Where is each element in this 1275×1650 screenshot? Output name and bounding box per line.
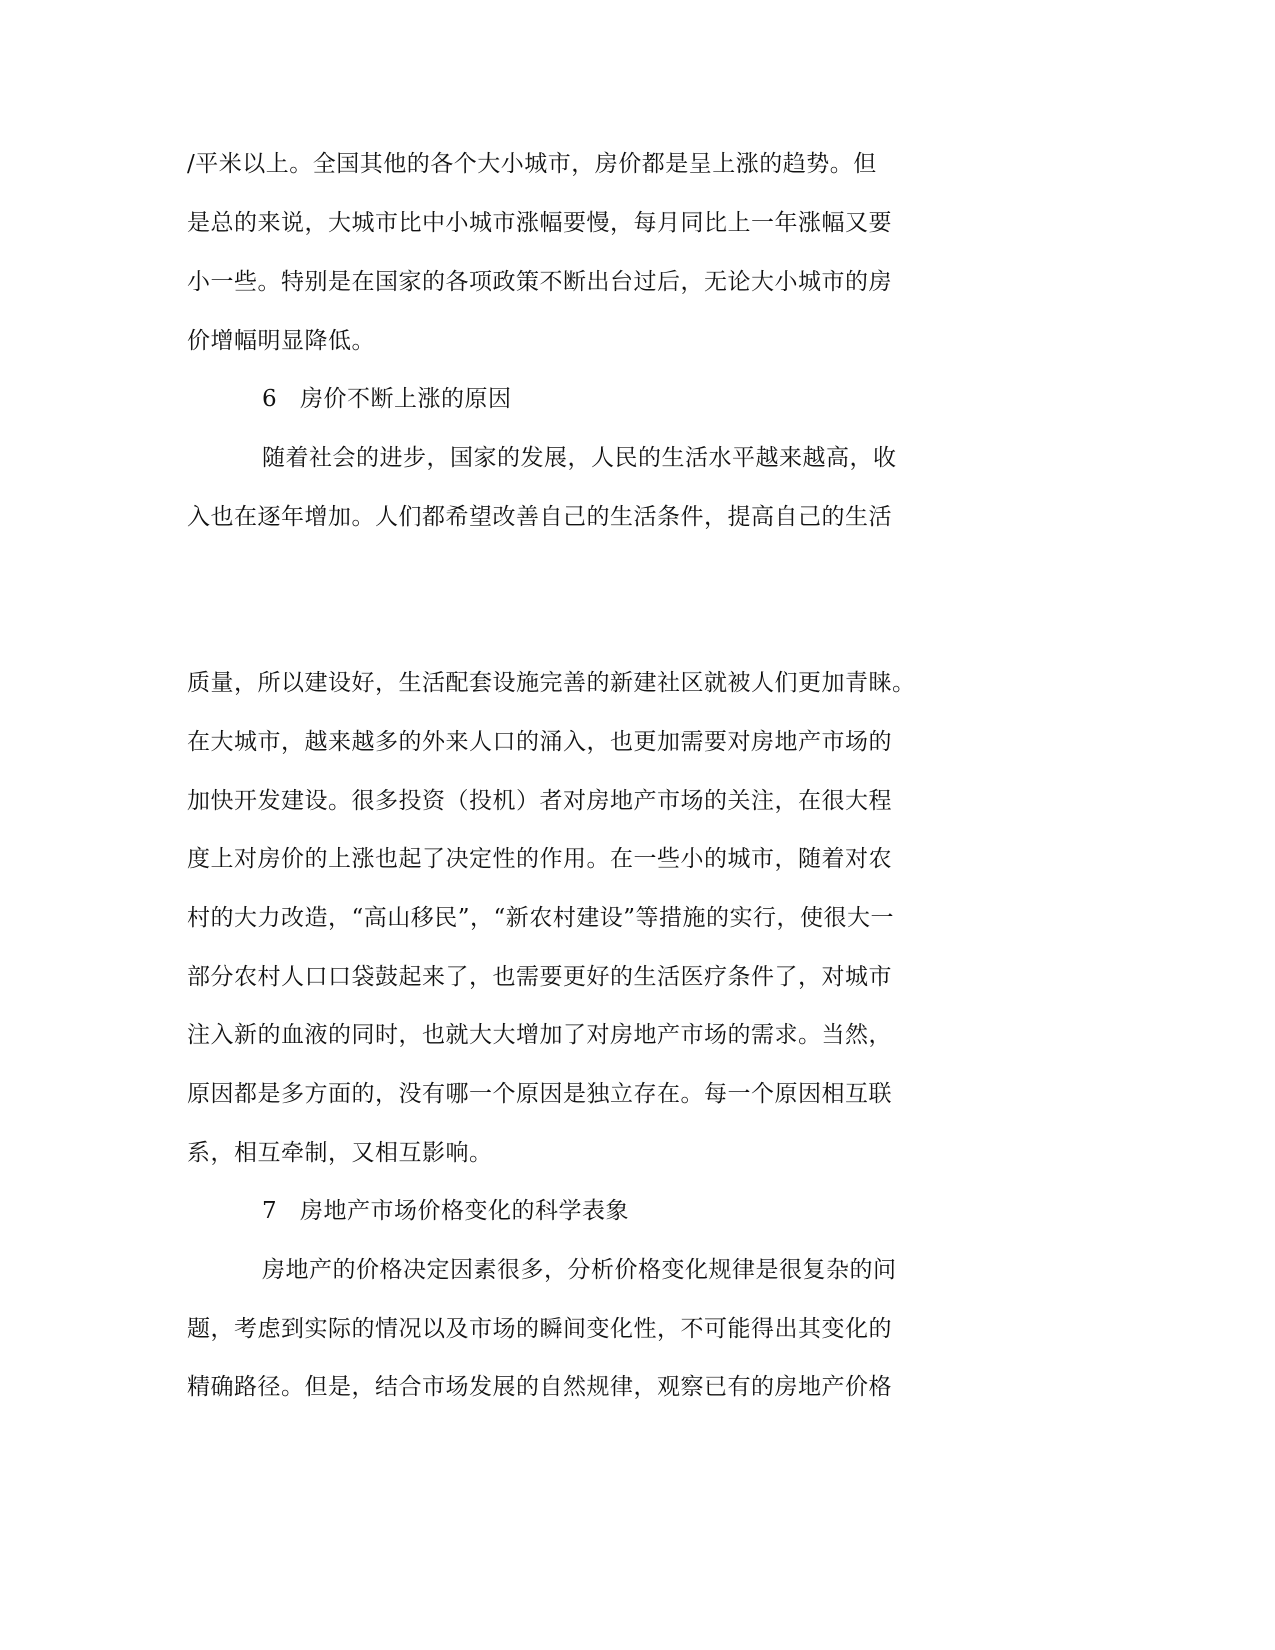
text-line: 加快开发建设。很多投资（投机）者对房地产市场的关注，在很大程 [187, 788, 892, 814]
heading-number: 6 [262, 386, 278, 412]
text-line: 是总的来说，大城市比中小城市涨幅要慢，每月同比上一年涨幅又要 [187, 210, 892, 236]
text-line: 系，相互牵制，又相互影响。 [187, 1140, 493, 1166]
text-line: 村的大力改造，“高山移民”，“新农村建设”等措施的实行，使很大一 [187, 905, 895, 931]
text-line: 注入新的血液的同时，也就大大增加了对房地产市场的需求。当然， [187, 1022, 892, 1048]
text-line: 在大城市，越来越多的外来人口的涌入，也更加需要对房地产市场的 [187, 729, 892, 755]
text-line: 入也在逐年增加。人们都希望改善自己的生活条件，提高自己的生活 [187, 504, 892, 530]
text-line: 度上对房价的上涨也起了决定性的作用。在一些小的城市，随着对农 [187, 846, 892, 872]
heading-title: 房地产市场价格变化的科学表象 [300, 1198, 629, 1224]
text-line: 部分农村人口口袋鼓起来了，也需要更好的生活医疗条件了，对城市 [187, 964, 892, 990]
text-line: 题，考虑到实际的情况以及市场的瞬间变化性，不可能得出其变化的 [187, 1316, 892, 1342]
text-line: 小一些。特别是在国家的各项政策不断出台过后，无论大小城市的房 [187, 269, 892, 295]
section-heading-6 [262, 384, 512, 414]
heading-title: 房价不断上涨的原因 [300, 386, 512, 412]
section-heading-7 [262, 1196, 629, 1226]
paragraph-first-line: 随着社会的进步，国家的发展，人民的生活水平越来越高，收 [262, 445, 897, 471]
text-line: /平米以上。全国其他的各个大小城市，房价都是呈上涨的趋势。但 [187, 151, 877, 177]
heading-number: 7 [262, 1198, 278, 1224]
text-line: 原因都是多方面的，没有哪一个原因是独立存在。每一个原因相互联 [187, 1081, 892, 1107]
paragraph-first-line: 房地产的价格决定因素很多，分析价格变化规律是很复杂的问 [262, 1257, 897, 1283]
text-line: 质量，所以建设好，生活配套设施完善的新建社区就被人们更加青睐。 [187, 670, 916, 696]
text-line: 精确路径。但是，结合市场发展的自然规律，观察已有的房地产价格 [187, 1374, 892, 1400]
text-line: 价增幅明显降低。 [187, 328, 375, 354]
